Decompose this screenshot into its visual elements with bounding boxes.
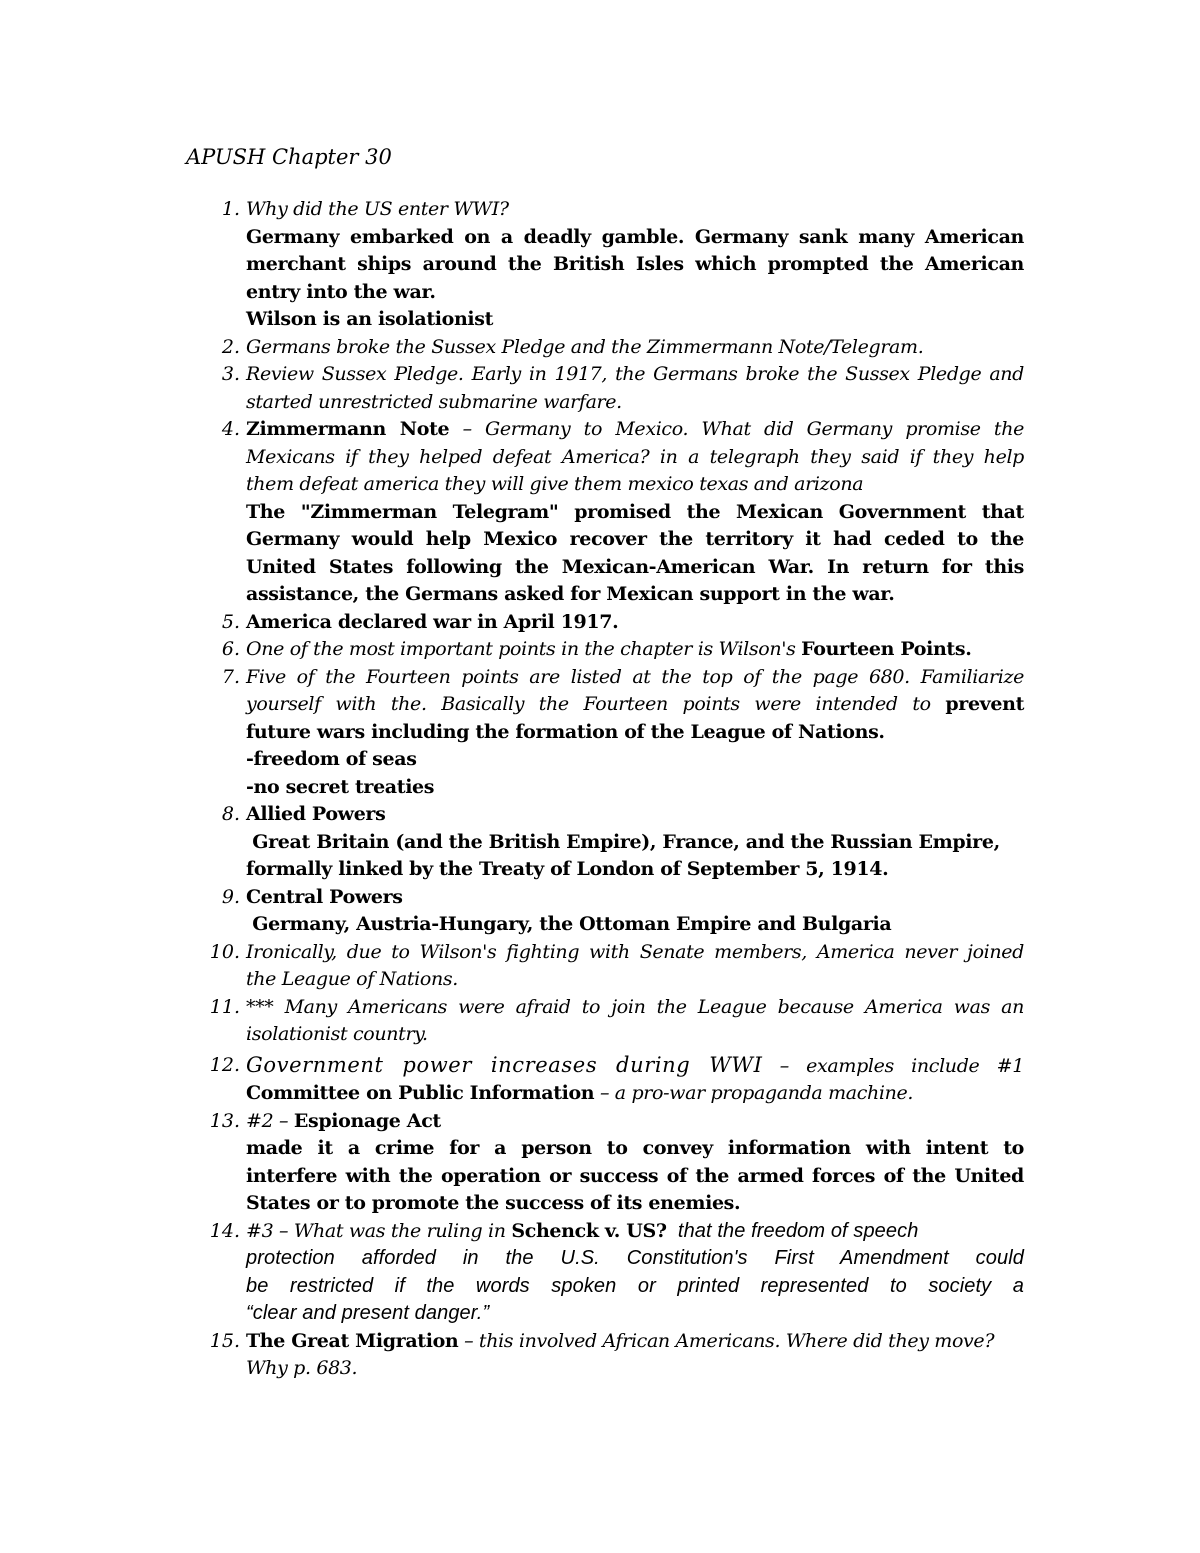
- answer-line: -no secret treaties: [246, 775, 435, 798]
- answer-line: entry into the war.: [246, 280, 436, 303]
- item-text-line: [246, 1328, 1024, 1356]
- item-number: 15.: [209, 1329, 240, 1352]
- answer-line: protection afforded in the U.S. Constitution's First Amendment could: [246, 1247, 1024, 1269]
- item-text-line: [246, 691, 1024, 719]
- answer-line: -freedom of seas: [246, 748, 417, 770]
- item-number: 1.: [221, 198, 240, 220]
- item-text: started unrestricted submarine warfare.: [246, 390, 622, 413]
- page-title: APUSH Chapter 30: [186, 145, 392, 169]
- list-item-15: [208, 1328, 1024, 1383]
- item-text: – examples include #1: [762, 1054, 1024, 1077]
- item-text: Review Sussex Pledge. Early in 1917, the Germans broke the Sussex Pledge and: [246, 363, 1024, 385]
- list-item-7: [208, 664, 1024, 802]
- term: Espionage Act: [293, 1109, 441, 1132]
- item-number: 7.: [221, 665, 240, 688]
- list-item-6: [208, 636, 1024, 664]
- answer-line: “clear and present danger.”: [246, 1302, 490, 1324]
- answer-line: Germany embarked on a deadly gamble. Germany sank many American: [246, 225, 1024, 248]
- item-heading: Allied Powers: [246, 803, 386, 825]
- answer-text: that the freedom of speech: [666, 1219, 919, 1242]
- item-number: 4.: [221, 418, 240, 440]
- item-text: – a pro-war propaganda machine.: [594, 1082, 914, 1104]
- term: The Great Migration: [246, 1329, 459, 1352]
- list-item-1: [208, 196, 1024, 334]
- item-number: 14.: [209, 1219, 240, 1242]
- list-item-11: [208, 994, 1024, 1049]
- answer-line: Germany, Austria-Hungary, the Ottoman Empire and Bulgaria: [246, 913, 892, 935]
- item-text: Five of the Fourteen points are listed at the top of the page 680. Familiarize: [246, 665, 1024, 688]
- term: prevent: [945, 693, 1024, 715]
- item-text: #3 – What was the ruling in: [246, 1219, 512, 1242]
- item-text: yourself with the. Basically the Fourteen points were intended to: [246, 693, 946, 715]
- list-item-2: [208, 334, 1024, 362]
- item-number: 3.: [221, 363, 240, 385]
- item-text-line: [246, 1108, 1024, 1136]
- item-text: Germans broke the Sussex Pledge and the Zimmermann Note/Telegram.: [246, 335, 924, 358]
- answer-line: Wilson is an isolationist: [246, 308, 494, 330]
- answer-line: formally linked by the Treaty of London of September 5, 1914.: [246, 858, 889, 880]
- item-text: – this involved African Americans. Where did they move?: [458, 1329, 995, 1352]
- item-text: Mexicans if they helped defeat America? in a telegraph they said if they help: [246, 445, 1024, 468]
- answer-line: merchant ships around the British Isles which prompted the American: [246, 253, 1024, 275]
- item-text-line: [246, 1218, 1024, 1246]
- item-text: the League of Nations.: [246, 968, 458, 990]
- item-number: 13.: [209, 1109, 240, 1132]
- item-text-line: [246, 1052, 1024, 1081]
- item-number: 11.: [209, 995, 240, 1018]
- item-number: 9.: [221, 885, 240, 908]
- term: Schenck v. US?: [511, 1219, 667, 1242]
- question-text: Why did the US enter WWI?: [246, 198, 509, 220]
- item-text: Ironically, due to Wilson's fighting with Senate members, America never joined: [246, 940, 1024, 963]
- list-item-4: [208, 416, 1024, 609]
- item-text-line: [246, 416, 1024, 444]
- item-heading: Central Powers: [246, 885, 403, 908]
- answer-line: made it a crime for a person to convey information with intent to: [246, 1137, 1024, 1159]
- list-item-10: [208, 939, 1024, 994]
- item-text: isolationist country.: [246, 1023, 428, 1045]
- answer-line: future wars including the formation of the League of Nations.: [246, 720, 885, 743]
- question-list: [208, 196, 1024, 1383]
- term: Zimmermann Note: [246, 418, 450, 440]
- answer-line: United States following the Mexican-American War. In return for this: [246, 555, 1024, 578]
- item-text: #2 –: [246, 1109, 294, 1132]
- list-item-3: [208, 361, 1024, 416]
- answer-line: assistance, the Germans asked for Mexican support in the war.: [246, 583, 895, 605]
- item-text: Government power increases during WWI: [246, 1052, 763, 1077]
- item-text: One of the most important points in the chapter is Wilson's: [246, 638, 802, 660]
- item-text-line: [246, 636, 1024, 664]
- term: Fourteen Points.: [801, 638, 972, 660]
- answer-line: States or to promote the success of its enemies.: [246, 1192, 741, 1214]
- answer-line: Great Britain (and the British Empire), France, and the Russian Empire,: [246, 830, 1000, 853]
- answer-line: be restricted if the words spoken or printed represented to society a: [246, 1274, 1024, 1297]
- answer-line: Germany would help Mexico recover the territory it had ceded to the: [246, 528, 1024, 550]
- item-text: Why p. 683.: [246, 1357, 358, 1379]
- answer-line: The "Zimmerman Telegram" promised the Mexican Government that: [246, 500, 1024, 523]
- answer-line: America declared war in April 1917.: [246, 610, 619, 633]
- item-number: 10.: [209, 940, 240, 963]
- item-number: 2.: [221, 335, 240, 358]
- item-number: 8.: [221, 803, 240, 825]
- item-number: 5.: [221, 610, 240, 633]
- item-text: *** Many Americans were afraid to join the League because America was an: [246, 995, 1024, 1018]
- list-item-13: [208, 1108, 1024, 1218]
- item-text-line: [246, 1080, 1024, 1108]
- item-number: 6.: [221, 638, 240, 660]
- item-number: 12.: [209, 1053, 240, 1076]
- list-item-14: [208, 1218, 1024, 1328]
- answer-line: interfere with the operation or success of the armed forces of the United: [246, 1164, 1024, 1187]
- list-item-12: [208, 1052, 1024, 1108]
- list-item-5: [208, 609, 1024, 637]
- item-text: – Germany to Mexico. What did Germany promise the: [449, 418, 1024, 440]
- term: Committee on Public Information: [246, 1082, 595, 1104]
- item-text: them defeat america they will give them mexico texas and arizona: [246, 473, 864, 495]
- list-item-9: [208, 884, 1024, 939]
- list-item-8: [208, 801, 1024, 884]
